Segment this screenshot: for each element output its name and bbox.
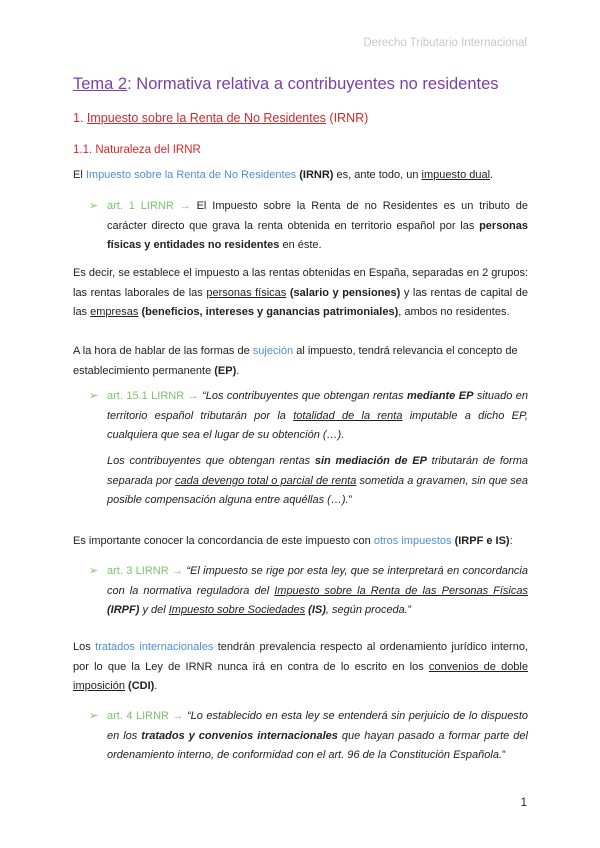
paragraph-ep: A la hora de hablar de las formas de sujeción al impuesto, tendrá relevancia el concepto de establecimiento permanente (EP). <box>73 345 518 377</box>
section-name: Impuesto sobre la Renta de No Residentes <box>86 111 326 125</box>
article-ref: art. 15.1 LIRNR → <box>107 390 199 402</box>
page-number: 1 <box>520 797 527 809</box>
quote-art-3: art. 3 LIRNR → “El impuesto se rige por esta ley, que se interpretará en concordancia con la normativa reguladora del Impuesto sobre la Renta de las Personas Físicas (IRPF) y del Impuesto sobre Sociedades (IS), según proceda.” <box>107 565 528 616</box>
quote-art-15-1-cont: Los contribuyentes que obtengan rentas sin mediación de EP tributarán de forma separada por cada devengo total o parcial de renta sometida a gravamen, sin que sea posible compensación alguna entre aquéllas (…).” <box>107 455 528 506</box>
subsection-heading: 1.1. Naturaleza del IRNR <box>73 144 201 156</box>
article-ref: art. 4 LIRNR → <box>107 710 184 722</box>
page-title <box>73 75 499 94</box>
section-abbr: (IRNR) <box>325 111 369 125</box>
paragraph-dual: El Impuesto sobre la Renta de No Residentes (IRNR) es, ante todo, un impuesto dual. <box>73 169 494 181</box>
paragraph-groups: Es decir, se establece el impuesto a las rentas obtenidas en España, separadas en 2 grupos: las rentas laborales de las personas físicas (salario y pensiones) y las rentas de capital de las empresas (beneficios, intereses y ganancias patrimoniales), ambos no residentes. <box>73 267 528 318</box>
quote-art-4: art. 4 LIRNR → “Lo establecido en esta ley se entenderá sin perjuicio de lo dispuesto en los tratados y convenios internacionales que hayan pasado a formar parte del ordenamiento interno, de conformidad con el art. 96 de la Constitución Española.” <box>107 710 529 761</box>
bullet-arrow-icon: ➢ <box>89 565 99 577</box>
section-number: 1. <box>73 111 87 125</box>
bullet-arrow-icon: ➢ <box>89 200 99 212</box>
title-text: : Normativa relativa a contribuyentes no residentes <box>127 75 499 93</box>
running-header: Derecho Tributario Internacional <box>363 37 527 49</box>
article-ref: art. 1 LIRNR → <box>107 200 191 212</box>
paragraph-concordance: Es importante conocer la concordancia de este impuesto con otros impuestos (IRPF e IS): <box>73 535 513 547</box>
article-ref: art. 3 LIRNR → <box>107 565 184 577</box>
section-heading <box>73 111 368 125</box>
bullet-arrow-icon: ➢ <box>89 390 99 402</box>
title-topic: Tema 2 <box>73 75 128 93</box>
quote-art-1: art. 1 LIRNR → El Impuesto sobre la Renta de no Residentes es un tributo de carácter directo que grava la renta obtenida en territorio español por las personas físicas y entidades no residentes en éste. <box>107 200 529 251</box>
bullet-arrow-icon: ➢ <box>89 710 99 722</box>
quote-art-15-1: art. 15.1 LIRNR → “Los contribuyentes que obtengan rentas mediante EP situado en territorio español tributarán por la totalidad de la renta imputable a dicho EP, cualquiera que sea el lugar de su obtención (…). <box>107 390 528 441</box>
paragraph-treaties: Los tratados internacionales tendrán prevalencia respecto al ordenamiento jurídico interno, por lo que la Ley de IRNR nunca irá en contra de lo escrito en los convenios de doble imposición (CDI). <box>73 641 528 692</box>
